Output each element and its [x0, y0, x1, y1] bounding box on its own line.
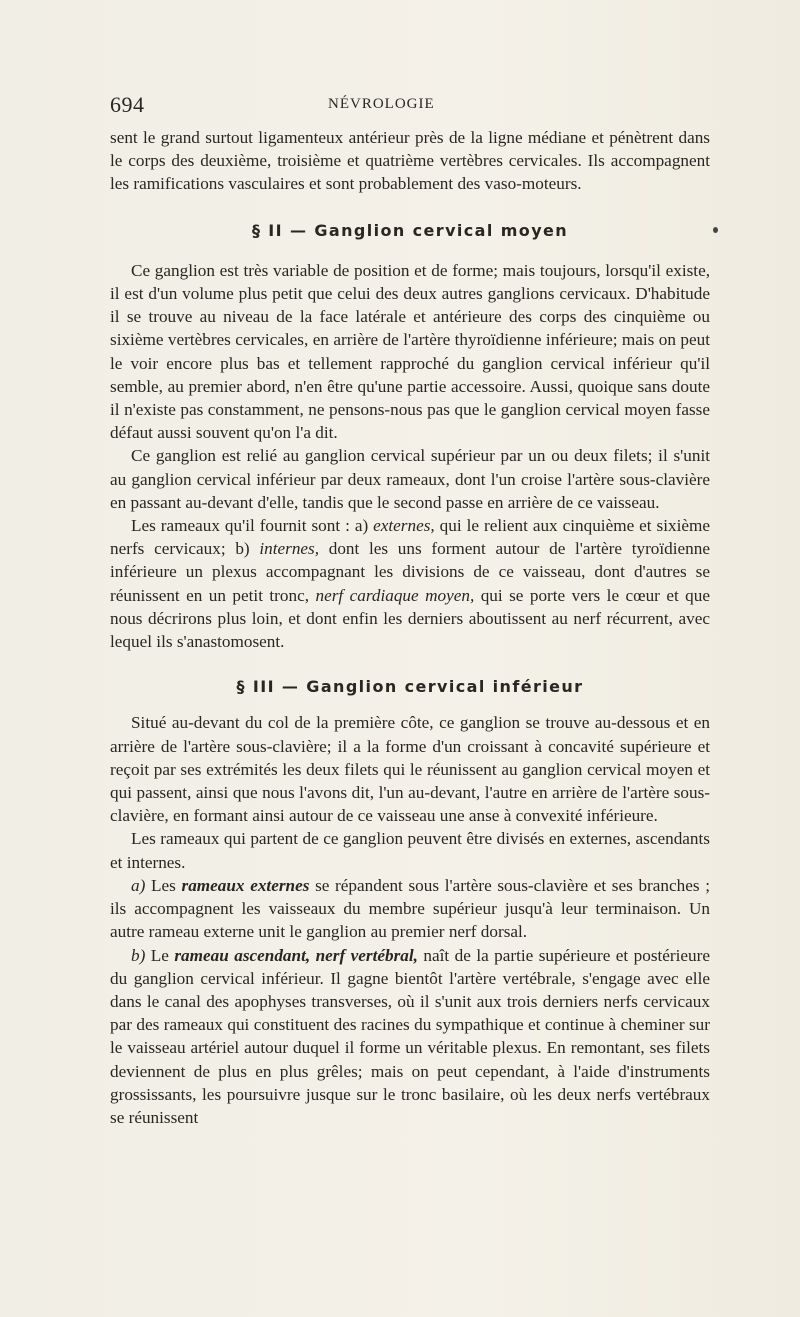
paragraph-3: Ce ganglion est relié au ganglion cervical supérieur par un ou deux filets; il s'unit au ganglion cervical inférieur par deux rameaux, dont l'un croise l'artère sous-clavière en passant au-devant d'elle, tandis que le second passe en arrière de ce vaisseau. — [110, 446, 710, 512]
p7-emphasis-rameaux-externes: rameaux externes — [181, 875, 310, 895]
page-number: 694 — [110, 92, 145, 117]
paragraph-2: Ce ganglion est très variable de position et de forme; mais toujours, lorsqu'il existe, il est d'un volume plus petit que celui des deux autres ganglions cervicaux. D'habitude il se trouve au niveau de la face latérale et antérieure des corps des cinquième ou sixième vertèbres cervicales, en arrière de l'artère thyroïdienne inférieure; mais on peut le voir encore plus bas et tellement rapproché du ganglion cervical inférieur qu'il semble, au premier abord, n'en être qu'une partie accessoire. Aussi, quoique sans doute il n'existe pas constamment, ne pensons-nous pas que le ganglion cervical moyen fasse défaut aussi souvent qu'on l'a dit. — [110, 260, 710, 443]
paragraph-5: Situé au-devant du col de la première côte, ce ganglion se trouve au-dessous et en arrière de l'artère sous-clavière; il a la forme d'un croissant à concavité supérieure et reçoit par ses extrémités les deux filets qui le réunissent au ganglion cervical moyen et qui passent, ainsi que nous l'avons dit, l'un au-devant, l'autre en arrière de l'artère sous-clavière, en formant ainsi autour de ce vaisseau une anse à convexité inférieure. — [110, 713, 710, 826]
p8-emphasis-nerf-vertebral: rameau ascendant, nerf vertébral, — [174, 945, 418, 965]
ink-speck — [713, 227, 718, 233]
paragraph-6: Les rameaux qui partent de ce ganglion peuvent être divisés en externes, ascendants et internes. — [110, 829, 710, 872]
paragraph-1: sent le grand surtout ligamenteux antérieur près de la ligne médiane et pénètrent dans le corps des deuxième, troisième et quatrième vertèbres cervicales. Ils accompagnent les ramifications vasculaires et sont probablement des vaso-moteurs. — [110, 128, 710, 194]
p4-text-2: qui le relient aux cinquième et sixième nerfs cervicaux; b) — [110, 516, 710, 559]
p7-text-2: se répandent sous l'artère sous-clavière et ses branches ; ils accompagnent les vaisseaux du membre supérieur jusqu'à leur terminaison. Un autre rameau externe unit le ganglion au premier nerf dorsal. — [110, 875, 710, 942]
p7-text-1: Les — [145, 875, 182, 895]
p8-label: b) — [131, 945, 146, 965]
p8-text-2: naît de la partie supérieure et postérieure du ganglion cervical inférieur. Il gagne bientôt l'artère vertébrale, s'engage avec elle dans le canal des apophyses transverses, où il s'unit aux trois derniers nerfs cervicaux par des rameaux qui constituent des racines du sympathique et continue à cheminer sur le vaisseau artériel autour duquel il forme un véritable plexus. En remontant, ses filets deviennent de plus en plus grêles; mais on peut cependant, à l'aide d'instruments grossissants, les poursuivre jusque sur le tronc basilaire, où les deux nerfs vertébraux se réunissent — [110, 945, 710, 1127]
running-title: NÉVROLOGIE — [328, 96, 435, 112]
p4-text-4: qui se porte vers le cœur et que nous décrirons plus loin, et dont enfin les derniers aboutissent au nerf récurrent, avec lequel ils s'anastomosent. — [110, 585, 710, 652]
paragraph-4 — [110, 514, 710, 653]
paragraph-8 — [110, 944, 710, 1130]
paragraph-7 — [110, 874, 710, 944]
p7-label: a) — [131, 875, 146, 895]
p4-text-3: dont les uns forment autour de l'artère tyroïdienne inférieure un plexus accompagnant les divisions de ce vaisseau, dont d'autres se réunissent en un petit tronc, — [110, 539, 710, 605]
p4-emphasis-externes: externes, — [373, 516, 435, 536]
body-text — [110, 126, 710, 1129]
p4-emphasis-nerf-cardiaque: nerf cardiaque moyen, — [315, 585, 475, 605]
p8-text-1: Le — [145, 945, 175, 965]
p4-emphasis-internes: internes, — [259, 539, 320, 559]
page-header — [110, 92, 710, 118]
p4-text-1: Les rameaux qu'il fournit sont : a) — [131, 516, 374, 536]
section-heading-iii: § III — Ganglion cervical inférieur — [236, 677, 584, 697]
section-heading-ii: § II — Ganglion cervical moyen — [251, 220, 569, 240]
